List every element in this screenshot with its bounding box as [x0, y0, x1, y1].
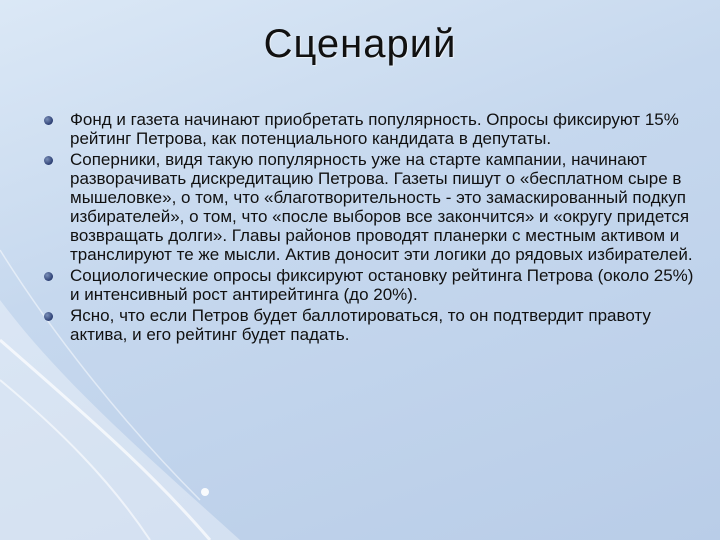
- bullet-item: [44, 266, 694, 304]
- bullet-dot-icon: [44, 156, 53, 165]
- slide-title: Сценарий: [263, 22, 457, 66]
- bullet-item: [44, 110, 694, 148]
- bullet-item: [44, 306, 694, 344]
- bullet-dot-icon: [44, 312, 53, 321]
- bullet-text: Соперники, видя такую популярность уже на старте кампании, начинают разворачивать дискредитацию Петрова. Газеты пишут о «бесплатном сыре в мышеловке», о том, что «благотворительность - это замаскированный подкуп избирателей», о том, что «после выборов все закончится» и «округу придется возвращать долги». Главы районов проводят планерки с местным активом и транслируют те же мысли. Актив доносит эти логики до рядовых избирателей.: [70, 150, 693, 264]
- bullet-text: Фонд и газета начинают приобретать популярность. Опросы фиксируют 15% рейтинг Петрова, как потенциального кандидата в депутаты.: [70, 110, 679, 148]
- bullet-dot-icon: [44, 116, 53, 125]
- bullet-dot-icon: [44, 272, 53, 281]
- bullet-text: Социологические опросы фиксируют остановку рейтинга Петрова (около 25%) и интенсивный рост антирейтинга (до 20%).: [70, 266, 694, 304]
- bullet-item: [44, 150, 694, 264]
- bullet-list: [44, 110, 694, 346]
- bullet-text: Ясно, что если Петров будет баллотироваться, то он подтвердит правоту актива, и его рейтинг будет падать.: [70, 306, 651, 344]
